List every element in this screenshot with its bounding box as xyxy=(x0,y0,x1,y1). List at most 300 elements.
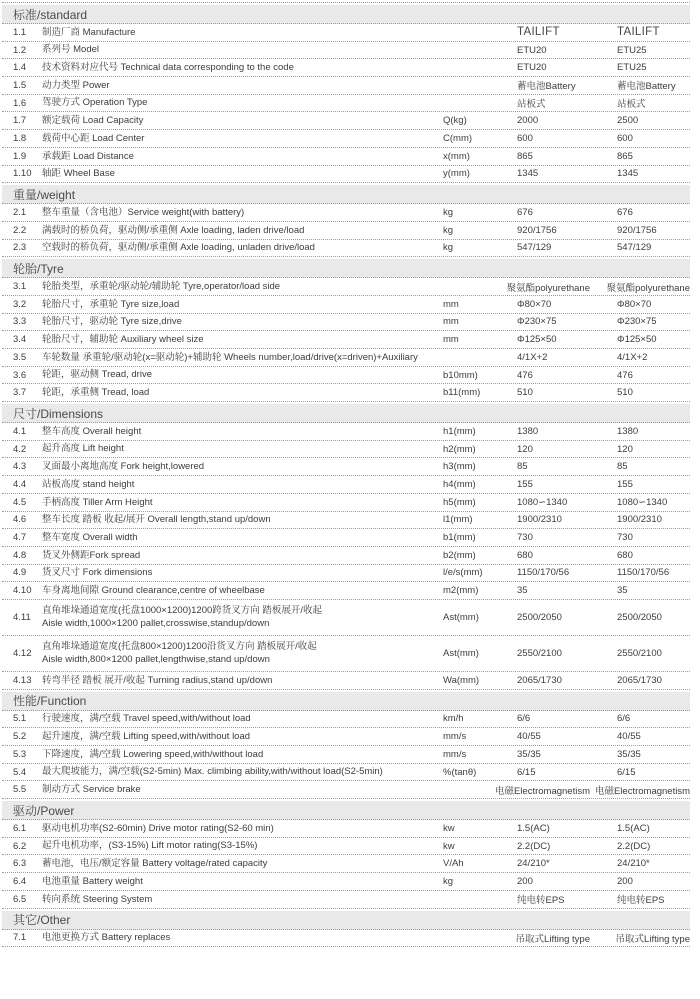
spec-row xyxy=(2,204,690,222)
section-header xyxy=(2,911,690,930)
spec-row xyxy=(2,820,690,838)
row-description-line1: 电池重量 Battery weight xyxy=(42,875,143,887)
section-rows xyxy=(2,204,690,257)
row-value-etu20: 24/210* xyxy=(517,858,550,870)
row-description-line1: 货叉外侧距Fork spread xyxy=(42,549,141,561)
row-number: 1.5 xyxy=(13,79,27,91)
row-unit: Ast(mm) xyxy=(443,647,479,659)
spec-row xyxy=(2,458,690,476)
section-header xyxy=(2,404,690,423)
row-description xyxy=(32,96,443,109)
row-description xyxy=(32,640,443,667)
row-value-etu20: 85 xyxy=(517,461,528,473)
row-value-etu20: 1150/170/56 xyxy=(517,567,570,579)
row-description-line1: 制造厂商 Manufacture xyxy=(42,26,136,38)
section-title: 驱动/Power xyxy=(13,803,75,818)
spec-row xyxy=(2,600,690,636)
row-value-etu20: 聚氨酯polyurethane xyxy=(506,282,590,294)
row-description xyxy=(32,224,443,237)
row-number: 5.2 xyxy=(13,731,27,743)
row-value-etu25: 1900/2310 xyxy=(617,514,662,526)
row-description xyxy=(32,43,443,56)
row-number: 1.8 xyxy=(13,132,27,144)
spec-row xyxy=(2,582,690,600)
section-rows xyxy=(2,930,690,948)
row-description-line1: 电池更换方式 Battery replaces xyxy=(42,932,171,944)
spec-row xyxy=(2,166,690,184)
row-description xyxy=(32,549,443,562)
row-unit: mm xyxy=(443,316,459,328)
row-number: 4.13 xyxy=(13,674,32,686)
row-description-line1: 动力类型 Power xyxy=(42,79,110,91)
spec-section xyxy=(2,911,690,948)
row-description-line1: 驾驶方式 Operation Type xyxy=(42,97,148,109)
row-description xyxy=(32,425,443,438)
row-description xyxy=(32,386,443,399)
row-value-etu25: 1380 xyxy=(617,425,639,437)
spec-row xyxy=(2,891,690,909)
row-unit: x(mm) xyxy=(443,150,470,162)
row-number: 3.2 xyxy=(13,298,27,310)
row-number: 2.2 xyxy=(13,224,27,236)
row-value-etu20: 站板式 xyxy=(517,99,546,111)
row-number: 6.4 xyxy=(13,875,27,887)
spec-row xyxy=(2,728,690,746)
row-value-etu25: 510 xyxy=(617,387,633,399)
row-unit: h4(mm) xyxy=(443,478,476,490)
row-value-etu20: 电磁Electromagnetism xyxy=(494,785,590,797)
row-description-line2: Aisle width,1000×1200 pallet,crosswise,standup/down xyxy=(42,618,270,630)
row-unit: kg xyxy=(443,224,454,236)
row-description-line1: 转弯半径 踏板 展开/收起 Turning radius,stand up/down xyxy=(42,674,273,686)
row-number: 3.5 xyxy=(13,351,27,363)
section-header xyxy=(2,259,690,278)
row-number: 4.3 xyxy=(13,461,27,473)
row-description xyxy=(32,584,443,597)
spec-row xyxy=(2,512,690,530)
row-description xyxy=(32,875,443,888)
row-description xyxy=(32,478,443,491)
row-value-etu25: 920/1756 xyxy=(617,224,657,236)
row-number: 5.3 xyxy=(13,748,27,760)
row-value-etu25: TAILIFT xyxy=(617,26,660,39)
row-description xyxy=(32,531,443,544)
row-unit: kw xyxy=(443,822,455,834)
row-value-etu20: 35 xyxy=(517,585,528,597)
row-value-etu25: 聚氨酯polyurethane xyxy=(606,282,690,294)
row-unit: %(tanθ) xyxy=(443,766,477,778)
spec-row xyxy=(2,711,690,729)
section-header xyxy=(2,801,690,820)
row-value-etu25: 4/1X+2 xyxy=(617,351,648,363)
row-description xyxy=(32,822,443,835)
spec-row xyxy=(2,148,690,166)
row-value-etu25: 35 xyxy=(617,585,628,597)
row-value-etu25: 站板式 xyxy=(617,99,646,111)
row-value-etu20: 6/6 xyxy=(517,713,531,725)
row-value-etu20: ETU20 xyxy=(517,62,547,74)
section-title: 其它/Other xyxy=(13,913,71,927)
row-number: 1.2 xyxy=(13,44,27,56)
row-number: 4.9 xyxy=(13,567,27,579)
row-description-line1: 满载时的桥负荷，驱动侧/承重侧 Axle loading, laden drive/load xyxy=(42,224,305,236)
row-unit: l/e/s(mm) xyxy=(443,567,483,579)
row-value-etu25: 2550/2100 xyxy=(617,647,662,659)
row-description-line1: 驱动电机功率(S2-60min) Drive motor rating(S2-60 min) xyxy=(42,822,274,834)
spec-row xyxy=(2,296,690,314)
row-value-etu20: 40/55 xyxy=(517,731,541,743)
row-description-line1: 载荷中心距 Load Center xyxy=(42,132,145,144)
row-value-etu25: 600 xyxy=(617,132,633,144)
row-value-etu25: 6/6 xyxy=(617,713,631,725)
spec-row xyxy=(2,112,690,130)
row-description-line1: 蓄电池，电压/额定容量 Battery voltage/rated capacity xyxy=(42,858,268,870)
row-unit: Wa(mm) xyxy=(443,674,480,686)
row-value-etu25: 1080∽1340 xyxy=(617,496,668,508)
row-value-etu25: 2500 xyxy=(617,115,639,127)
row-description xyxy=(32,460,443,473)
row-value-etu20: 2.2(DC) xyxy=(517,840,551,852)
row-value-etu25: 吊取式Lifting type xyxy=(615,933,690,945)
row-value-etu20: 547/129 xyxy=(517,242,552,254)
row-description-line1: 技术资料对应代号 Technical data corresponding to the code xyxy=(42,62,294,74)
row-value-etu25: 24/210* xyxy=(617,858,650,870)
row-unit: km/h xyxy=(443,713,464,725)
row-description xyxy=(32,931,442,944)
row-number: 6.3 xyxy=(13,858,27,870)
spec-row xyxy=(2,42,690,60)
row-description-line1: 站板高度 stand height xyxy=(42,478,135,490)
spec-row xyxy=(2,77,690,95)
row-description-line1: 轴距 Wheel Base xyxy=(42,168,115,180)
row-value-etu20: 2000 xyxy=(517,115,539,127)
spec-row xyxy=(2,349,690,367)
row-value-etu25: 电磁Electromagnetism xyxy=(594,785,690,797)
row-value-etu25: 1.5(AC) xyxy=(617,822,650,834)
row-unit: mm xyxy=(443,334,459,346)
row-number: 3.6 xyxy=(13,369,27,381)
row-description xyxy=(32,496,443,509)
row-value-etu25: Φ125×50 xyxy=(617,334,657,346)
spec-row xyxy=(2,95,690,113)
row-description-line1: 直角堆垛通道宽度(托盘1000×1200)1200跨货叉方向 踏板展开/收起 xyxy=(42,605,323,617)
row-description xyxy=(32,241,443,254)
spec-section xyxy=(2,5,690,183)
row-description-line1: 起升电机功率，(S3-15%) Lift motor rating(S3-15%) xyxy=(42,840,258,852)
row-number: 4.5 xyxy=(13,496,27,508)
section-rows xyxy=(2,423,690,690)
row-value-etu25: 676 xyxy=(617,207,633,219)
row-value-etu20: 6/15 xyxy=(517,766,536,778)
row-description-line1: 起升速度，满/空载 Lifting speed,with/without load xyxy=(42,731,251,742)
row-value-etu20: 2550/2100 xyxy=(517,647,562,659)
row-number: 4.2 xyxy=(13,443,27,455)
row-description xyxy=(32,442,443,455)
row-description-line1: 轮胎类型，承重轮/驱动轮/辅助轮 Tyre,operator/load side xyxy=(42,280,281,292)
row-unit: kg xyxy=(443,207,454,219)
row-value-etu20: 865 xyxy=(517,150,533,162)
row-number: 4.7 xyxy=(13,532,27,544)
row-number: 2.1 xyxy=(13,207,27,219)
row-number: 5.1 xyxy=(13,713,27,725)
row-description-line1: 额定载荷 Load Capacity xyxy=(42,115,144,127)
row-number: 1.1 xyxy=(13,26,27,38)
row-value-etu25: 2065/1730 xyxy=(617,674,662,686)
row-number: 6.5 xyxy=(13,893,27,905)
section-title: 重量/weight xyxy=(13,187,76,202)
row-number: 6.1 xyxy=(13,822,27,834)
row-number: 1.4 xyxy=(13,62,27,74)
row-value-etu20: ETU20 xyxy=(517,44,547,56)
row-value-etu20: 676 xyxy=(517,207,533,219)
row-value-etu25: 40/55 xyxy=(617,731,641,743)
row-description xyxy=(32,114,443,127)
row-value-etu25: 6/15 xyxy=(617,766,636,778)
spec-row xyxy=(2,930,690,948)
row-number: 4.1 xyxy=(13,425,27,437)
row-description-line1: 直角堆垛通道宽度(托盘800×1200)1200沿货叉方向 踏板展开/收起 xyxy=(42,641,317,653)
row-description xyxy=(32,857,443,870)
row-value-etu20: 1900/2310 xyxy=(517,514,562,526)
spec-row xyxy=(2,746,690,764)
row-description-line1: 轮胎尺寸，辅助轮 Auxiliary wheel size xyxy=(42,334,204,345)
spec-row xyxy=(2,494,690,512)
row-number: 1.10 xyxy=(13,168,32,180)
row-number: 4.4 xyxy=(13,478,27,490)
row-description xyxy=(32,150,443,163)
row-description xyxy=(32,839,443,852)
row-description-line1: 转向系统 Steering System xyxy=(42,893,153,905)
row-value-etu20: 纯电转EPS xyxy=(517,895,565,907)
spec-row xyxy=(2,59,690,77)
spec-row xyxy=(2,222,690,240)
spec-row xyxy=(2,130,690,148)
row-description xyxy=(32,368,443,381)
row-description-line1: 行驶速度，满/空载 Travel speed,with/without load xyxy=(42,713,251,725)
row-number: 5.5 xyxy=(13,784,27,796)
row-unit: kg xyxy=(443,242,454,254)
row-description xyxy=(32,730,443,743)
row-description xyxy=(32,167,443,180)
row-unit: mm/s xyxy=(443,748,467,760)
row-description-line1: 轮距，驱动侧 Tread, drive xyxy=(42,369,152,381)
spec-row xyxy=(2,24,690,42)
spec-row xyxy=(2,838,690,856)
row-description-line1: 轮胎尺寸，驱动轮 Tyre size,drive xyxy=(42,316,182,328)
spec-row xyxy=(2,314,690,332)
section-title: 标准/standard xyxy=(13,7,88,22)
row-value-etu25: 476 xyxy=(617,369,633,381)
row-unit: Ast(mm) xyxy=(443,611,479,623)
row-value-etu25: ETU25 xyxy=(617,44,647,56)
row-value-etu20: 2065/1730 xyxy=(517,674,562,686)
section-title: 尺寸/Dimensions xyxy=(13,406,104,421)
spec-row xyxy=(2,873,690,891)
spec-row xyxy=(2,384,690,402)
row-unit: b11(mm) xyxy=(443,387,481,399)
row-value-etu20: 35/35 xyxy=(517,748,541,760)
row-value-etu25: 2500/2050 xyxy=(617,611,662,623)
spec-row xyxy=(2,476,690,494)
row-value-etu20: Φ230×75 xyxy=(517,316,557,328)
row-unit: Q(kg) xyxy=(443,115,467,127)
spec-row xyxy=(2,278,690,296)
row-value-etu20: 1.5(AC) xyxy=(517,822,550,834)
section-header xyxy=(2,185,690,204)
row-unit: m2(mm) xyxy=(443,585,479,597)
row-unit: mm xyxy=(443,298,459,310)
row-description-line1: 轮距，承重侧 Tread, load xyxy=(42,387,150,399)
row-unit: mm/s xyxy=(443,731,467,743)
row-value-etu20: 510 xyxy=(517,387,533,399)
row-number: 7.1 xyxy=(13,932,27,944)
row-value-etu25: 680 xyxy=(617,549,633,561)
spec-section xyxy=(2,404,690,690)
row-value-etu20: 2500/2050 xyxy=(517,611,562,623)
row-number: 5.4 xyxy=(13,766,27,778)
row-value-etu25: Φ80×70 xyxy=(617,298,652,310)
row-value-etu20: 155 xyxy=(517,478,533,490)
spec-row xyxy=(2,636,690,672)
row-number: 1.7 xyxy=(13,115,27,127)
row-value-etu20: 1345 xyxy=(517,168,539,180)
row-description-line1: 承载距 Load Distance xyxy=(42,150,134,162)
row-value-etu25: ETU25 xyxy=(617,62,647,74)
spec-row xyxy=(2,367,690,385)
row-description xyxy=(32,765,443,778)
row-value-etu20: 730 xyxy=(517,532,533,544)
row-value-etu20: 920/1756 xyxy=(517,224,557,236)
spec-row xyxy=(2,764,690,782)
row-number: 1.9 xyxy=(13,150,27,162)
spec-row xyxy=(2,781,690,799)
spec-row xyxy=(2,565,690,583)
row-description-line1: 最大爬坡能力，满/空载(S2-5min) Max. climbing ability,with/without load(S2-5min) xyxy=(42,766,383,778)
spec-row xyxy=(2,547,690,565)
row-value-etu25: Φ230×75 xyxy=(617,316,657,328)
row-unit: kw xyxy=(443,840,455,852)
row-unit: h5(mm) xyxy=(443,496,476,508)
section-rows xyxy=(2,278,690,402)
row-unit: b10mm) xyxy=(443,369,478,381)
row-value-etu25: 35/35 xyxy=(617,748,641,760)
row-value-etu20: 200 xyxy=(517,875,533,887)
row-description xyxy=(32,566,443,579)
spec-row xyxy=(2,672,690,690)
row-description xyxy=(32,26,443,39)
row-description-line1: 叉面最小离地高度 Fork height,lowered xyxy=(42,461,205,473)
row-description xyxy=(32,893,443,906)
row-number: 4.8 xyxy=(13,549,27,561)
section-rows xyxy=(2,24,690,183)
row-description xyxy=(32,674,443,687)
spec-row xyxy=(2,240,690,258)
row-description xyxy=(32,79,443,92)
row-description xyxy=(32,61,443,74)
spec-row xyxy=(2,855,690,873)
row-value-etu20: 4/1X+2 xyxy=(517,351,548,363)
section-header xyxy=(2,5,690,24)
row-description-line1: 下降速度，满/空载 Lowering speed,with/without load xyxy=(42,748,264,760)
section-title: 性能/Function xyxy=(13,694,87,709)
row-value-etu25: 2.2(DC) xyxy=(617,840,651,852)
row-value-etu25: 蓄电池Battery xyxy=(617,81,676,93)
row-value-etu25: 1345 xyxy=(617,168,639,180)
spec-row xyxy=(2,529,690,547)
row-description xyxy=(32,604,443,631)
row-value-etu25: 865 xyxy=(617,150,633,162)
row-description xyxy=(32,298,443,311)
row-number: 1.6 xyxy=(13,97,27,109)
row-unit: b1(mm) xyxy=(443,532,476,544)
row-value-etu20: 1080∽1340 xyxy=(517,496,568,508)
row-number: 4.11 xyxy=(13,611,31,623)
spec-section xyxy=(2,185,690,257)
row-value-etu25: 155 xyxy=(617,478,633,490)
row-description xyxy=(32,333,443,346)
row-value-etu20: Φ125×50 xyxy=(517,334,557,346)
row-unit: l1(mm) xyxy=(443,514,473,526)
row-value-etu20: 1380 xyxy=(517,425,539,437)
row-description xyxy=(32,132,443,145)
row-description-line1: 起升高度 Lift height xyxy=(42,443,124,455)
section-rows xyxy=(2,820,690,908)
row-unit: h2(mm) xyxy=(443,443,476,455)
row-description-line1: 轮胎尺寸，承重轮 Tyre size,load xyxy=(42,298,180,310)
row-value-etu25: 85 xyxy=(617,461,628,473)
row-number: 4.12 xyxy=(13,647,32,659)
spec-row xyxy=(2,331,690,349)
row-number: 3.3 xyxy=(13,316,27,328)
row-description-line1: 制动方式 Service brake xyxy=(42,784,141,796)
spec-section xyxy=(2,801,690,908)
spec-row xyxy=(2,423,690,441)
section-rows xyxy=(2,711,690,799)
row-description-line2: Aisle width,800×1200 pallet,lengthwise,stand up/down xyxy=(42,654,270,666)
row-description-line1: 整车宽度 Overall width xyxy=(42,531,138,543)
row-value-etu20: TAILIFT xyxy=(517,26,560,39)
section-header xyxy=(2,692,690,711)
row-value-etu25: 200 xyxy=(617,875,633,887)
row-description xyxy=(32,513,443,526)
row-value-etu25: 730 xyxy=(617,532,633,544)
row-unit: h1(mm) xyxy=(443,425,476,437)
row-unit: b2(mm) xyxy=(443,549,476,561)
spec-section xyxy=(2,692,690,799)
row-unit: y(mm) xyxy=(443,168,470,180)
row-value-etu25: 纯电转EPS xyxy=(617,895,665,907)
row-description xyxy=(32,351,443,364)
row-value-etu25: 1150/170/56 xyxy=(617,567,670,579)
row-description-line1: 车身离地间隙 Ground clearance,centre of wheelbase xyxy=(42,584,265,596)
row-number: 6.2 xyxy=(13,840,27,852)
spec-section xyxy=(2,259,690,402)
row-number: 3.4 xyxy=(13,334,27,346)
row-description-line1: 空载时的桥负荷，驱动侧/承重侧 Axle loading, unladen drive/load xyxy=(42,242,315,254)
row-number: 4.6 xyxy=(13,514,27,526)
row-description-line1: 车轮数量 承重轮/驱动轮(x=驱动轮)+辅助轮 Wheels number,load/drive(x=driven)+Auxiliary xyxy=(42,351,418,363)
row-unit: kg xyxy=(443,875,454,887)
row-description-line1: 系列号 Model xyxy=(42,44,100,56)
row-value-etu20: 680 xyxy=(517,549,533,561)
row-number: 4.10 xyxy=(13,585,32,597)
specification-table xyxy=(2,2,690,947)
row-value-etu20: 476 xyxy=(517,369,533,381)
row-description xyxy=(32,748,443,761)
row-value-etu20: 蓄电池Battery xyxy=(517,81,576,93)
row-number: 2.3 xyxy=(13,242,27,254)
row-description-line1: 整车高度 Overall height xyxy=(42,425,142,437)
